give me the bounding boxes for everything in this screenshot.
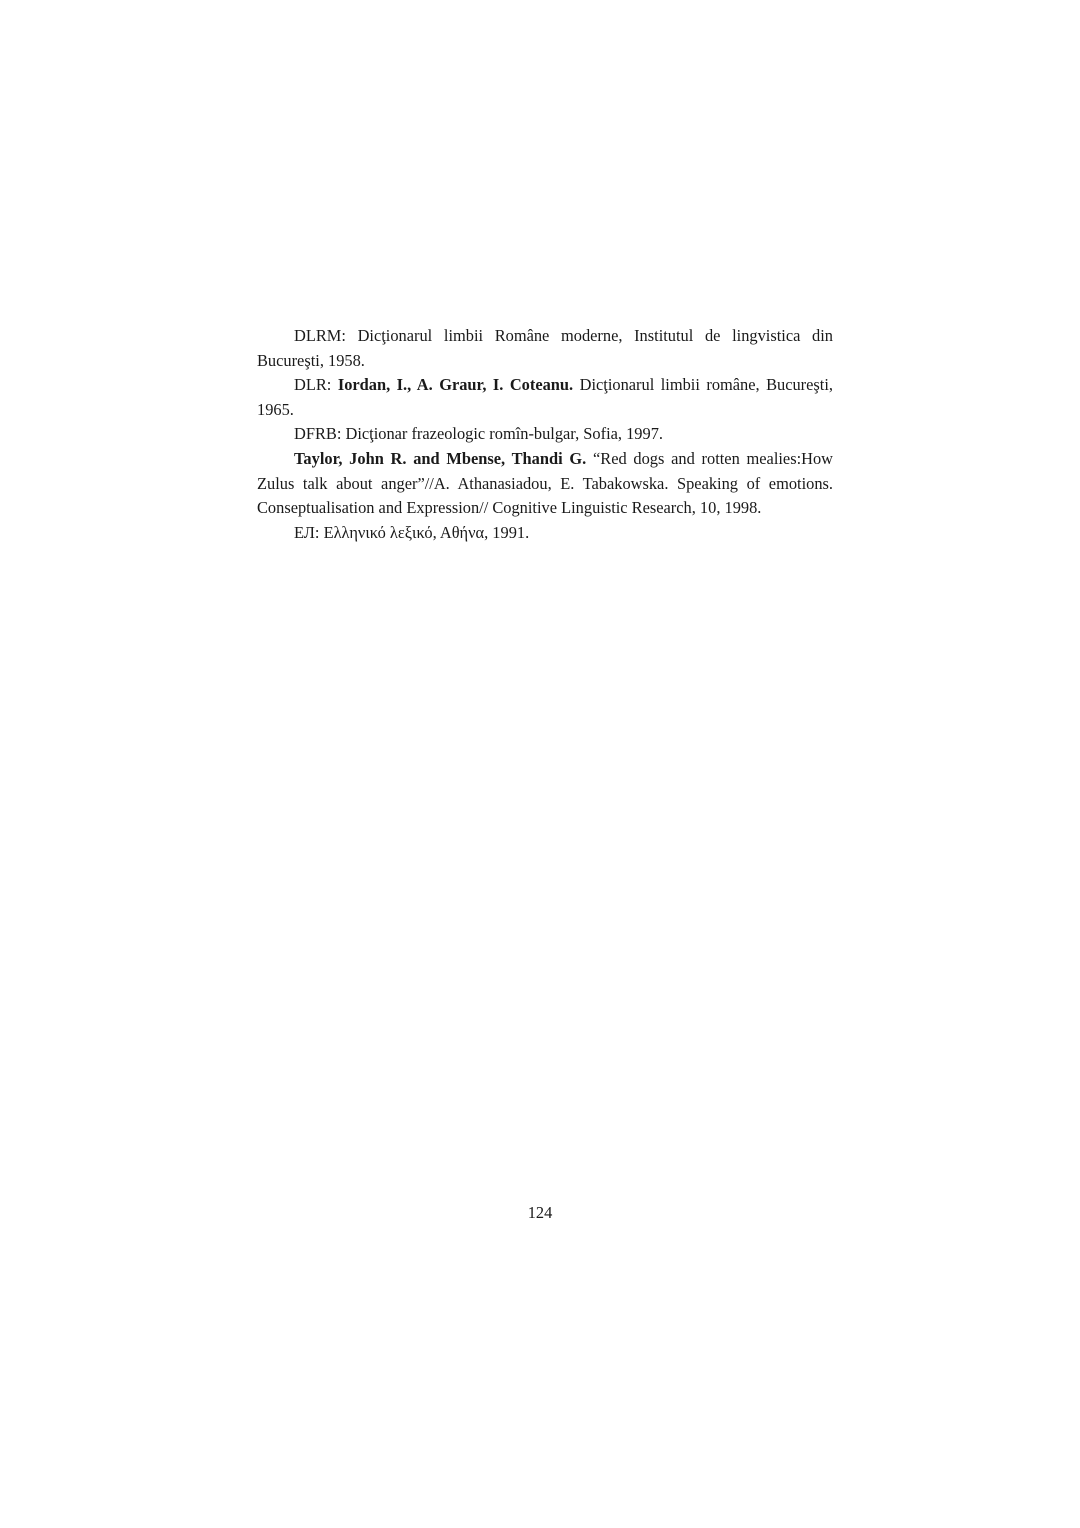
- reference-lead: ЕЛ:: [294, 522, 324, 542]
- reference-authors: Taylor, John R. and Mbense, Thandi G.: [294, 448, 587, 468]
- reference-list: [257, 324, 833, 545]
- reference-text: Dicţionar frazeologic romîn-bulgar, Sofia, 1997.: [345, 424, 663, 444]
- reference-entry-taylor: [257, 447, 833, 521]
- reference-entry-el: [257, 521, 833, 546]
- reference-authors: Iordan, I., A. Graur, I. Coteanu.: [337, 375, 574, 395]
- reference-entry-dlr: [257, 373, 833, 422]
- reference-lead: DLR:: [294, 375, 338, 395]
- reference-lead: DFRB:: [294, 424, 346, 444]
- reference-entry-dfrb: [257, 422, 833, 447]
- reference-entry-dlrm: [257, 324, 833, 373]
- reference-text: Dicţionarul limbii române, Bucureşti, 1965.: [257, 375, 834, 419]
- reference-text: Ελληνικό λεξικό, Αθήνα, 1991.: [323, 522, 530, 542]
- reference-lead: DLRM:: [294, 326, 358, 345]
- reference-text: “Red dogs and rotten mealies:How Zulus talk about anger”//A. Athanasiadou, E. Tabakowska. Speaking of emotions. Conseptualisation and Expression// Cognitive Linguistic Research, 10, 1998.: [257, 448, 834, 518]
- page-number: 124: [527, 1203, 553, 1222]
- reference-text: Dicţionarul limbii Române moderne, Institutul de lingvistica din Bucureşti, 1958.: [257, 326, 833, 370]
